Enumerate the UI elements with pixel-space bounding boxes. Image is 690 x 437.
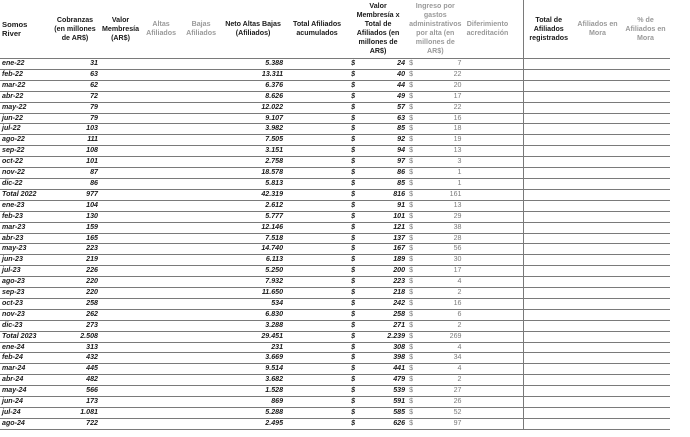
currency-symbol: $: [407, 178, 422, 189]
header-valor-x-total: Valor Membresía x Total de Afiliados (en millones de AR$): [349, 0, 407, 59]
currency-symbol: $: [349, 80, 363, 91]
ingreso-cell: 7: [422, 59, 463, 70]
currency-symbol: $: [407, 102, 422, 113]
total-row: [0, 102, 670, 113]
valor-x-total-cell: 40: [363, 69, 407, 80]
neto-cell: 7.518: [221, 233, 285, 244]
cobranzas-cell: 72: [50, 91, 100, 102]
currency-symbol: $: [349, 320, 363, 331]
ingreso-cell: 20: [422, 80, 463, 91]
neto-cell: 6.113: [221, 255, 285, 266]
total-row: [0, 222, 670, 233]
currency-symbol: $: [349, 233, 363, 244]
ingreso-cell: 4: [422, 364, 463, 375]
row-label: feb-23: [0, 211, 50, 222]
total-row: [0, 397, 670, 408]
ingreso-cell: 29: [422, 211, 463, 222]
currency-symbol: $: [349, 309, 363, 320]
valor-x-total-cell: 86: [363, 168, 407, 179]
total-row: [0, 244, 670, 255]
neto-cell: 29.451: [221, 331, 285, 342]
currency-symbol: $: [349, 331, 363, 342]
row-label: ene-24: [0, 342, 50, 353]
ingreso-cell: 1: [422, 168, 463, 179]
valor-x-total-cell: 85: [363, 178, 407, 189]
valor-x-total-cell: 94: [363, 146, 407, 157]
cobranzas-cell: 262: [50, 309, 100, 320]
total-row: [0, 91, 670, 102]
total-row: [0, 309, 670, 320]
header-cobranzas: Cobranzas (en millones de AR$): [50, 0, 100, 59]
ingreso-cell: 16: [422, 298, 463, 309]
total-row: [0, 200, 670, 211]
valor-x-total-cell: 49: [363, 91, 407, 102]
neto-cell: 3.982: [221, 124, 285, 135]
neto-cell: 5.288: [221, 408, 285, 419]
cobranzas-cell: 87: [50, 168, 100, 179]
row-label: nov-23: [0, 309, 50, 320]
header-total-acumulados: Total Afiliados acumulados: [285, 0, 349, 59]
neto-cell: 12.022: [221, 102, 285, 113]
neto-cell: 18.578: [221, 168, 285, 179]
total-row: [0, 189, 670, 200]
neto-cell: 2.758: [221, 157, 285, 168]
cobranzas-cell: 482: [50, 375, 100, 386]
total-row: [0, 320, 670, 331]
cobranzas-cell: 226: [50, 266, 100, 277]
currency-symbol: $: [407, 135, 422, 146]
total-row: [0, 298, 670, 309]
valor-x-total-cell: 44: [363, 80, 407, 91]
currency-symbol: $: [349, 222, 363, 233]
ingreso-cell: 17: [422, 91, 463, 102]
ingreso-cell: 4: [422, 342, 463, 353]
cobranzas-cell: 31: [50, 59, 100, 70]
currency-symbol: $: [407, 157, 422, 168]
currency-symbol: $: [349, 69, 363, 80]
total-row: [0, 288, 670, 299]
neto-cell: 11.650: [221, 288, 285, 299]
neto-cell: 534: [221, 298, 285, 309]
valor-x-total-cell: 479: [363, 375, 407, 386]
valor-x-total-cell: 223: [363, 277, 407, 288]
ingreso-cell: 30: [422, 255, 463, 266]
currency-symbol: $: [407, 353, 422, 364]
neto-cell: 5.777: [221, 211, 285, 222]
neto-cell: 6.830: [221, 309, 285, 320]
row-label: feb-24: [0, 353, 50, 364]
row-label: abr-23: [0, 233, 50, 244]
header-period: Somos River: [0, 0, 50, 59]
currency-symbol: $: [407, 200, 422, 211]
row-label: may-24: [0, 386, 50, 397]
cobranzas-cell: 445: [50, 364, 100, 375]
valor-x-total-cell: 85: [363, 124, 407, 135]
total-row: [0, 80, 670, 91]
cobranzas-cell: 103: [50, 124, 100, 135]
row-label: Total 2022: [0, 189, 50, 200]
header-row: [0, 0, 670, 59]
ingreso-cell: 161: [422, 189, 463, 200]
currency-symbol: $: [407, 364, 422, 375]
total-row: [0, 211, 670, 222]
valor-x-total-cell: 218: [363, 288, 407, 299]
currency-symbol: $: [349, 277, 363, 288]
neto-cell: 7.505: [221, 135, 285, 146]
valor-x-total-cell: 441: [363, 364, 407, 375]
cobranzas-cell: 220: [50, 277, 100, 288]
ingreso-cell: 97: [422, 418, 463, 429]
ingreso-cell: 52: [422, 408, 463, 419]
ingreso-cell: 28: [422, 233, 463, 244]
total-row: [0, 146, 670, 157]
header-gap: [512, 0, 524, 59]
valor-x-total-cell: 2.239: [363, 331, 407, 342]
row-label: ene-23: [0, 200, 50, 211]
row-label: sep-23: [0, 288, 50, 299]
valor-x-total-cell: 57: [363, 102, 407, 113]
total-row: [0, 364, 670, 375]
currency-symbol: $: [407, 408, 422, 419]
cobranzas-cell: 977: [50, 189, 100, 200]
currency-symbol: $: [349, 157, 363, 168]
total-row: [0, 233, 670, 244]
total-row: [0, 59, 670, 70]
header-diferimiento: Diferimiento acreditación: [464, 0, 512, 59]
currency-symbol: $: [349, 59, 363, 70]
ingreso-cell: 34: [422, 353, 463, 364]
cobranzas-cell: 1.081: [50, 408, 100, 419]
row-label: jun-22: [0, 113, 50, 124]
ingreso-cell: 13: [422, 200, 463, 211]
total-row: [0, 418, 670, 429]
total-row: [0, 124, 670, 135]
currency-symbol: $: [349, 124, 363, 135]
row-label: may-22: [0, 102, 50, 113]
ingreso-cell: 19: [422, 135, 463, 146]
valor-x-total-cell: 24: [363, 59, 407, 70]
total-row: [0, 157, 670, 168]
row-label: ene-22: [0, 59, 50, 70]
row-label: ago-24: [0, 418, 50, 429]
ingreso-cell: 18: [422, 124, 463, 135]
currency-symbol: $: [407, 211, 422, 222]
valor-x-total-cell: 137: [363, 233, 407, 244]
neto-cell: 14.740: [221, 244, 285, 255]
neto-cell: 3.288: [221, 320, 285, 331]
ingreso-cell: 3: [422, 157, 463, 168]
currency-symbol: $: [407, 298, 422, 309]
valor-x-total-cell: 585: [363, 408, 407, 419]
cobranzas-cell: 2.508: [50, 331, 100, 342]
row-label: nov-22: [0, 168, 50, 179]
currency-symbol: $: [407, 255, 422, 266]
currency-symbol: $: [407, 189, 422, 200]
currency-symbol: $: [407, 222, 422, 233]
ingreso-cell: 2: [422, 375, 463, 386]
cobranzas-cell: 79: [50, 113, 100, 124]
cobranzas-cell: 566: [50, 386, 100, 397]
row-label: may-23: [0, 244, 50, 255]
cobranzas-cell: 173: [50, 397, 100, 408]
neto-cell: 2.495: [221, 418, 285, 429]
currency-symbol: $: [349, 255, 363, 266]
currency-symbol: $: [407, 288, 422, 299]
valor-x-total-cell: 816: [363, 189, 407, 200]
header-bajas: Bajas Afiliados: [181, 0, 221, 59]
row-label: dic-23: [0, 320, 50, 331]
ingreso-cell: 38: [422, 222, 463, 233]
ingreso-cell: 4: [422, 277, 463, 288]
row-label: mar-23: [0, 222, 50, 233]
ingreso-cell: 269: [422, 331, 463, 342]
currency-symbol: $: [349, 189, 363, 200]
ingreso-cell: 6: [422, 309, 463, 320]
row-label: Total 2023: [0, 331, 50, 342]
row-label: abr-22: [0, 91, 50, 102]
cobranzas-cell: 273: [50, 320, 100, 331]
neto-cell: 869: [221, 397, 285, 408]
cobranzas-cell: 223: [50, 244, 100, 255]
row-label: oct-23: [0, 298, 50, 309]
currency-symbol: $: [407, 277, 422, 288]
currency-symbol: $: [349, 178, 363, 189]
currency-symbol: $: [349, 298, 363, 309]
total-row: [0, 386, 670, 397]
currency-symbol: $: [407, 418, 422, 429]
row-label: jun-23: [0, 255, 50, 266]
ingreso-cell: 22: [422, 69, 463, 80]
row-label: mar-22: [0, 80, 50, 91]
currency-symbol: $: [407, 124, 422, 135]
total-row: [0, 266, 670, 277]
neto-cell: 3.682: [221, 375, 285, 386]
currency-symbol: $: [407, 91, 422, 102]
currency-symbol: $: [407, 146, 422, 157]
valor-x-total-cell: 258: [363, 309, 407, 320]
header-altas: Altas Afiliados: [141, 0, 181, 59]
table-body: [0, 59, 670, 430]
valor-x-total-cell: 308: [363, 342, 407, 353]
cobranzas-cell: 79: [50, 102, 100, 113]
row-label: ago-23: [0, 277, 50, 288]
currency-symbol: $: [349, 102, 363, 113]
row-label: dic-22: [0, 178, 50, 189]
total-row: [0, 113, 670, 124]
neto-cell: 9.107: [221, 113, 285, 124]
currency-symbol: $: [349, 211, 363, 222]
valor-x-total-cell: 63: [363, 113, 407, 124]
total-row: [0, 178, 670, 189]
valor-x-total-cell: 121: [363, 222, 407, 233]
row-label: sep-22: [0, 146, 50, 157]
header-afiliados-mora: Afiliados en Mora: [574, 0, 622, 59]
ingreso-cell: 17: [422, 266, 463, 277]
neto-cell: 6.376: [221, 80, 285, 91]
neto-cell: 13.311: [221, 69, 285, 80]
currency-symbol: $: [349, 146, 363, 157]
ingreso-cell: 16: [422, 113, 463, 124]
ingreso-cell: 26: [422, 397, 463, 408]
header-valor-membresia: Valor Membresía (AR$): [100, 0, 141, 59]
currency-symbol: $: [407, 59, 422, 70]
neto-cell: 3.669: [221, 353, 285, 364]
neto-cell: 5.388: [221, 59, 285, 70]
total-row: [0, 135, 670, 146]
currency-symbol: $: [407, 266, 422, 277]
cobranzas-cell: 313: [50, 342, 100, 353]
currency-symbol: $: [349, 397, 363, 408]
neto-cell: 2.612: [221, 200, 285, 211]
valor-x-total-cell: 101: [363, 211, 407, 222]
row-label: feb-22: [0, 69, 50, 80]
currency-symbol: $: [407, 320, 422, 331]
currency-symbol: $: [349, 375, 363, 386]
total-row: [0, 168, 670, 179]
neto-cell: 9.514: [221, 364, 285, 375]
valor-x-total-cell: 626: [363, 418, 407, 429]
currency-symbol: $: [407, 331, 422, 342]
header-ingreso-gastos: Ingreso por gastos administrativos por alta (en millones de AR$): [407, 0, 463, 59]
total-row: [0, 353, 670, 364]
cobranzas-cell: 108: [50, 146, 100, 157]
cobranzas-cell: 432: [50, 353, 100, 364]
currency-symbol: $: [349, 364, 363, 375]
currency-symbol: $: [407, 397, 422, 408]
valor-x-total-cell: 167: [363, 244, 407, 255]
neto-cell: 12.146: [221, 222, 285, 233]
valor-x-total-cell: 189: [363, 255, 407, 266]
header-neto: Neto Altas Bajas (Afiliados): [221, 0, 285, 59]
currency-symbol: $: [349, 91, 363, 102]
currency-symbol: $: [407, 342, 422, 353]
row-label: jul-24: [0, 408, 50, 419]
ingreso-cell: 2: [422, 288, 463, 299]
currency-symbol: $: [349, 266, 363, 277]
currency-symbol: $: [349, 244, 363, 255]
total-row: [0, 408, 670, 419]
currency-symbol: $: [407, 244, 422, 255]
cobranzas-cell: 104: [50, 200, 100, 211]
ingreso-cell: 2: [422, 320, 463, 331]
valor-x-total-cell: 242: [363, 298, 407, 309]
cobranzas-cell: 258: [50, 298, 100, 309]
neto-cell: 5.250: [221, 266, 285, 277]
valor-x-total-cell: 97: [363, 157, 407, 168]
neto-cell: 231: [221, 342, 285, 353]
neto-cell: 7.932: [221, 277, 285, 288]
cobranzas-cell: 159: [50, 222, 100, 233]
total-row: [0, 69, 670, 80]
currency-symbol: $: [407, 386, 422, 397]
valor-x-total-cell: 91: [363, 200, 407, 211]
cobranzas-cell: 101: [50, 157, 100, 168]
row-label: jun-24: [0, 397, 50, 408]
currency-symbol: $: [349, 418, 363, 429]
currency-symbol: $: [349, 135, 363, 146]
valor-x-total-cell: 200: [363, 266, 407, 277]
currency-symbol: $: [349, 168, 363, 179]
row-label: jul-23: [0, 266, 50, 277]
valor-x-total-cell: 92: [363, 135, 407, 146]
valor-x-total-cell: 271: [363, 320, 407, 331]
total-row: [0, 342, 670, 353]
total-row: [0, 331, 670, 342]
cobranzas-cell: 62: [50, 80, 100, 91]
neto-cell: 42.319: [221, 189, 285, 200]
row-label: mar-24: [0, 364, 50, 375]
ingreso-cell: 27: [422, 386, 463, 397]
currency-symbol: $: [349, 113, 363, 124]
valor-x-total-cell: 591: [363, 397, 407, 408]
currency-symbol: $: [349, 200, 363, 211]
valor-x-total-cell: 398: [363, 353, 407, 364]
currency-symbol: $: [407, 80, 422, 91]
currency-symbol: $: [407, 113, 422, 124]
currency-symbol: $: [349, 288, 363, 299]
valor-x-total-cell: 539: [363, 386, 407, 397]
ingreso-cell: 56: [422, 244, 463, 255]
cobranzas-cell: 219: [50, 255, 100, 266]
cobranzas-cell: 86: [50, 178, 100, 189]
currency-symbol: $: [349, 408, 363, 419]
ingreso-cell: 13: [422, 146, 463, 157]
currency-symbol: $: [407, 375, 422, 386]
currency-symbol: $: [407, 233, 422, 244]
ingreso-cell: 1: [422, 178, 463, 189]
total-row: [0, 255, 670, 266]
cobranzas-cell: 130: [50, 211, 100, 222]
neto-cell: 3.151: [221, 146, 285, 157]
currency-symbol: $: [349, 342, 363, 353]
header-pct-mora: % de Afiliados en Mora: [622, 0, 670, 59]
neto-cell: 1.528: [221, 386, 285, 397]
cobranzas-cell: 165: [50, 233, 100, 244]
header-total-registrados: Total de Afiliados registrados: [524, 0, 574, 59]
neto-cell: 8.626: [221, 91, 285, 102]
neto-cell: 5.813: [221, 178, 285, 189]
row-label: ago-22: [0, 135, 50, 146]
cobranzas-cell: 111: [50, 135, 100, 146]
cobranzas-cell: 220: [50, 288, 100, 299]
total-row: [0, 277, 670, 288]
currency-symbol: $: [407, 69, 422, 80]
cobranzas-cell: 63: [50, 69, 100, 80]
row-label: abr-24: [0, 375, 50, 386]
row-label: oct-22: [0, 157, 50, 168]
total-row: [0, 375, 670, 386]
currency-symbol: $: [349, 386, 363, 397]
ingreso-cell: 22: [422, 102, 463, 113]
currency-symbol: $: [407, 168, 422, 179]
row-label: jul-22: [0, 124, 50, 135]
currency-symbol: $: [407, 309, 422, 320]
currency-symbol: $: [349, 353, 363, 364]
cobranzas-cell: 722: [50, 418, 100, 429]
